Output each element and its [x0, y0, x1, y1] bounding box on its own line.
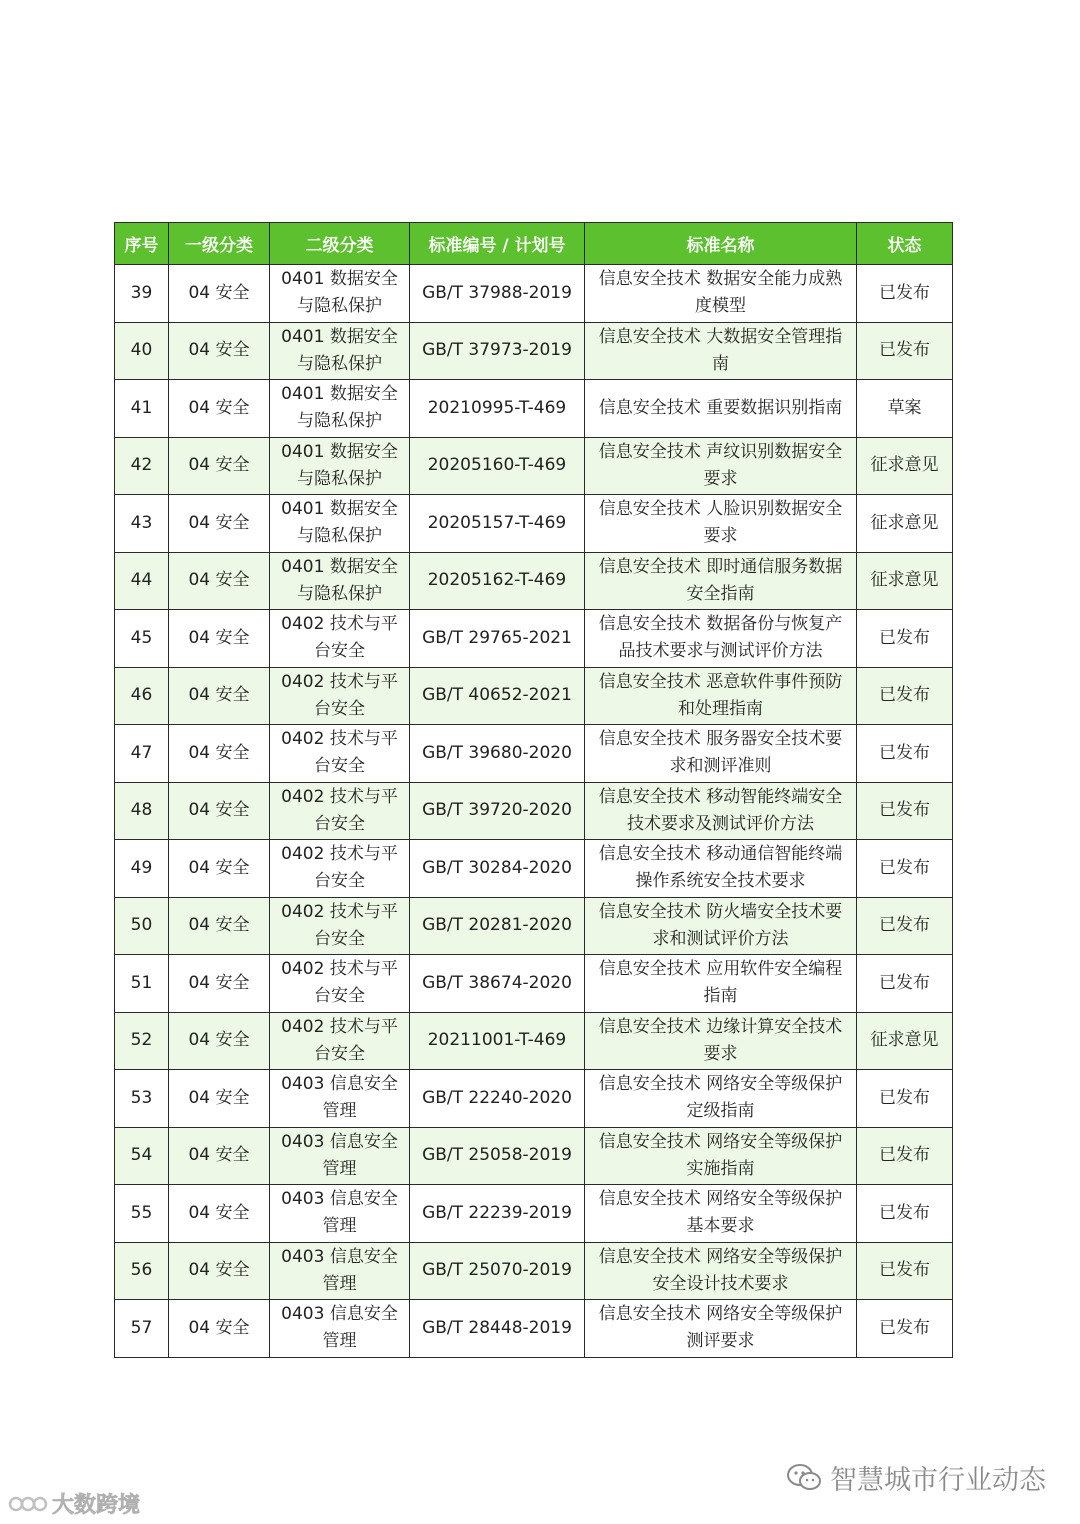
cell-standard-code: GB/T 29765-2021 [410, 610, 585, 668]
cell-category-1: 04 安全 [169, 380, 270, 438]
standards-table [114, 222, 953, 1358]
cell-index: 41 [115, 380, 169, 438]
header-standard-code: 标准编号 / 计划号 [410, 223, 585, 265]
cell-status: 征求意见 [857, 1012, 953, 1070]
cell-status: 已发布 [857, 782, 953, 840]
cell-category-1: 04 安全 [169, 1242, 270, 1300]
cell-standard-name: 信息安全技术 服务器安全技术要求和测评准则 [585, 725, 857, 783]
table-row [115, 1070, 953, 1128]
wechat-icon [786, 1463, 822, 1493]
cell-status: 已发布 [857, 1185, 953, 1243]
cell-category-1: 04 安全 [169, 955, 270, 1013]
cell-category-2: 0402 技术与平台安全 [270, 610, 410, 668]
watermark-right [786, 1458, 1046, 1497]
table-row [115, 610, 953, 668]
table-body [115, 265, 953, 1358]
cell-standard-code: GB/T 39680-2020 [410, 725, 585, 783]
header-index: 序号 [115, 223, 169, 265]
cell-status: 草案 [857, 380, 953, 438]
cell-index: 42 [115, 437, 169, 495]
cell-standard-code: 20205162-T-469 [410, 552, 585, 610]
cell-category-1: 04 安全 [169, 667, 270, 725]
cell-status: 已发布 [857, 897, 953, 955]
cell-standard-code: GB/T 38674-2020 [410, 955, 585, 1013]
cell-category-1: 04 安全 [169, 782, 270, 840]
cell-index: 49 [115, 840, 169, 898]
cell-standard-code: GB/T 28448-2019 [410, 1300, 585, 1358]
cell-standard-name: 信息安全技术 网络安全等级保护安全设计技术要求 [585, 1242, 857, 1300]
cell-category-2: 0402 技术与平台安全 [270, 782, 410, 840]
cell-standard-name: 信息安全技术 重要数据识别指南 [585, 380, 857, 438]
cell-standard-name: 信息安全技术 网络安全等级保护实施指南 [585, 1127, 857, 1185]
cell-standard-name: 信息安全技术 移动智能终端安全技术要求及测试评价方法 [585, 782, 857, 840]
cell-index: 43 [115, 495, 169, 553]
cell-category-2: 0403 信息安全管理 [270, 1185, 410, 1243]
cell-standard-name: 信息安全技术 人脸识别数据安全要求 [585, 495, 857, 553]
cell-category-2: 0403 信息安全管理 [270, 1300, 410, 1358]
cell-category-1: 04 安全 [169, 437, 270, 495]
table-header [115, 223, 953, 265]
cell-category-1: 04 安全 [169, 1127, 270, 1185]
cell-status: 已发布 [857, 725, 953, 783]
cell-standard-code: GB/T 39720-2020 [410, 782, 585, 840]
cell-status: 已发布 [857, 840, 953, 898]
cell-category-2: 0402 技术与平台安全 [270, 725, 410, 783]
header-standard-name: 标准名称 [585, 223, 857, 265]
table-row [115, 1185, 953, 1243]
table-row [115, 897, 953, 955]
cell-status: 已发布 [857, 1300, 953, 1358]
cell-index: 56 [115, 1242, 169, 1300]
cell-category-2: 0402 技术与平台安全 [270, 667, 410, 725]
cell-status: 已发布 [857, 667, 953, 725]
cell-category-2: 0402 技术与平台安全 [270, 840, 410, 898]
cell-status: 已发布 [857, 610, 953, 668]
watermark-left-text: 大数跨境 [52, 1493, 141, 1518]
cell-status: 已发布 [857, 322, 953, 380]
cell-category-2: 0403 信息安全管理 [270, 1127, 410, 1185]
table-row [115, 495, 953, 553]
header-category-2: 二级分类 [270, 223, 410, 265]
cell-status: 已发布 [857, 1070, 953, 1128]
cell-category-1: 04 安全 [169, 1012, 270, 1070]
cell-category-1: 04 安全 [169, 840, 270, 898]
cell-category-2: 0402 技术与平台安全 [270, 897, 410, 955]
cell-standard-code: 20205160-T-469 [410, 437, 585, 495]
cell-category-2: 0402 技术与平台安全 [270, 955, 410, 1013]
cell-status: 已发布 [857, 1242, 953, 1300]
table-row [115, 1012, 953, 1070]
cell-category-2: 0401 数据安全与隐私保护 [270, 495, 410, 553]
cell-status: 已发布 [857, 1127, 953, 1185]
cell-standard-name: 信息安全技术 应用软件安全编程指南 [585, 955, 857, 1013]
cell-status: 已发布 [857, 265, 953, 323]
table-row [115, 552, 953, 610]
cell-status: 征求意见 [857, 495, 953, 553]
table-row [115, 265, 953, 323]
cell-standard-code: GB/T 37973-2019 [410, 322, 585, 380]
logo-icon [8, 1492, 48, 1516]
cell-category-2: 0403 信息安全管理 [270, 1070, 410, 1128]
cell-index: 45 [115, 610, 169, 668]
cell-index: 52 [115, 1012, 169, 1070]
cell-category-1: 04 安全 [169, 495, 270, 553]
table-row [115, 955, 953, 1013]
cell-index: 55 [115, 1185, 169, 1243]
cell-standard-name: 信息安全技术 网络安全等级保护定级指南 [585, 1070, 857, 1128]
cell-index: 57 [115, 1300, 169, 1358]
cell-index: 50 [115, 897, 169, 955]
cell-standard-name: 信息安全技术 网络安全等级保护基本要求 [585, 1185, 857, 1243]
cell-category-2: 0401 数据安全与隐私保护 [270, 437, 410, 495]
watermark-right-text: 智慧城市行业动态 [830, 1465, 1046, 1496]
table-row [115, 840, 953, 898]
cell-category-1: 04 安全 [169, 725, 270, 783]
cell-status: 已发布 [857, 955, 953, 1013]
cell-index: 54 [115, 1127, 169, 1185]
cell-standard-code: 20210995-T-469 [410, 380, 585, 438]
cell-standard-name: 信息安全技术 即时通信服务数据安全指南 [585, 552, 857, 610]
cell-index: 40 [115, 322, 169, 380]
cell-standard-code: GB/T 30284-2020 [410, 840, 585, 898]
cell-standard-name: 信息安全技术 网络安全等级保护测评要求 [585, 1300, 857, 1358]
cell-standard-code: GB/T 25058-2019 [410, 1127, 585, 1185]
cell-standard-name: 信息安全技术 数据安全能力成熟度模型 [585, 265, 857, 323]
cell-category-1: 04 安全 [169, 322, 270, 380]
table-row [115, 380, 953, 438]
cell-standard-code: 20205157-T-469 [410, 495, 585, 553]
cell-category-1: 04 安全 [169, 265, 270, 323]
cell-category-2: 0401 数据安全与隐私保护 [270, 552, 410, 610]
cell-standard-name: 信息安全技术 防火墙安全技术要求和测试评价方法 [585, 897, 857, 955]
cell-standard-name: 信息安全技术 大数据安全管理指南 [585, 322, 857, 380]
table-row [115, 322, 953, 380]
table-row [115, 437, 953, 495]
cell-category-2: 0401 数据安全与隐私保护 [270, 322, 410, 380]
cell-category-1: 04 安全 [169, 1185, 270, 1243]
cell-standard-code: GB/T 37988-2019 [410, 265, 585, 323]
cell-standard-name: 信息安全技术 恶意软件事件预防和处理指南 [585, 667, 857, 725]
cell-standard-name: 信息安全技术 边缘计算安全技术要求 [585, 1012, 857, 1070]
cell-category-2: 0401 数据安全与隐私保护 [270, 380, 410, 438]
cell-category-2: 0401 数据安全与隐私保护 [270, 265, 410, 323]
watermark-left [8, 1488, 140, 1519]
table-row [115, 1127, 953, 1185]
cell-standard-code: GB/T 20281-2020 [410, 897, 585, 955]
table-row [115, 725, 953, 783]
cell-status: 征求意见 [857, 552, 953, 610]
header-status: 状态 [857, 223, 953, 265]
table-row [115, 1300, 953, 1358]
cell-category-2: 0402 技术与平台安全 [270, 1012, 410, 1070]
cell-category-1: 04 安全 [169, 897, 270, 955]
cell-standard-code: GB/T 22240-2020 [410, 1070, 585, 1128]
cell-category-1: 04 安全 [169, 1300, 270, 1358]
cell-category-2: 0403 信息安全管理 [270, 1242, 410, 1300]
cell-index: 46 [115, 667, 169, 725]
cell-standard-code: GB/T 22239-2019 [410, 1185, 585, 1243]
cell-index: 47 [115, 725, 169, 783]
cell-category-1: 04 安全 [169, 1070, 270, 1128]
table-row [115, 782, 953, 840]
cell-standard-code: GB/T 40652-2021 [410, 667, 585, 725]
cell-index: 53 [115, 1070, 169, 1128]
cell-category-1: 04 安全 [169, 610, 270, 668]
cell-index: 44 [115, 552, 169, 610]
cell-index: 48 [115, 782, 169, 840]
table-row [115, 667, 953, 725]
table-row [115, 1242, 953, 1300]
header-category-1: 一级分类 [169, 223, 270, 265]
cell-status: 征求意见 [857, 437, 953, 495]
cell-standard-name: 信息安全技术 数据备份与恢复产品技术要求与测试评价方法 [585, 610, 857, 668]
cell-category-1: 04 安全 [169, 552, 270, 610]
cell-standard-name: 信息安全技术 移动通信智能终端操作系统安全技术要求 [585, 840, 857, 898]
cell-standard-code: 20211001-T-469 [410, 1012, 585, 1070]
cell-index: 51 [115, 955, 169, 1013]
cell-index: 39 [115, 265, 169, 323]
cell-standard-code: GB/T 25070-2019 [410, 1242, 585, 1300]
cell-standard-name: 信息安全技术 声纹识别数据安全要求 [585, 437, 857, 495]
